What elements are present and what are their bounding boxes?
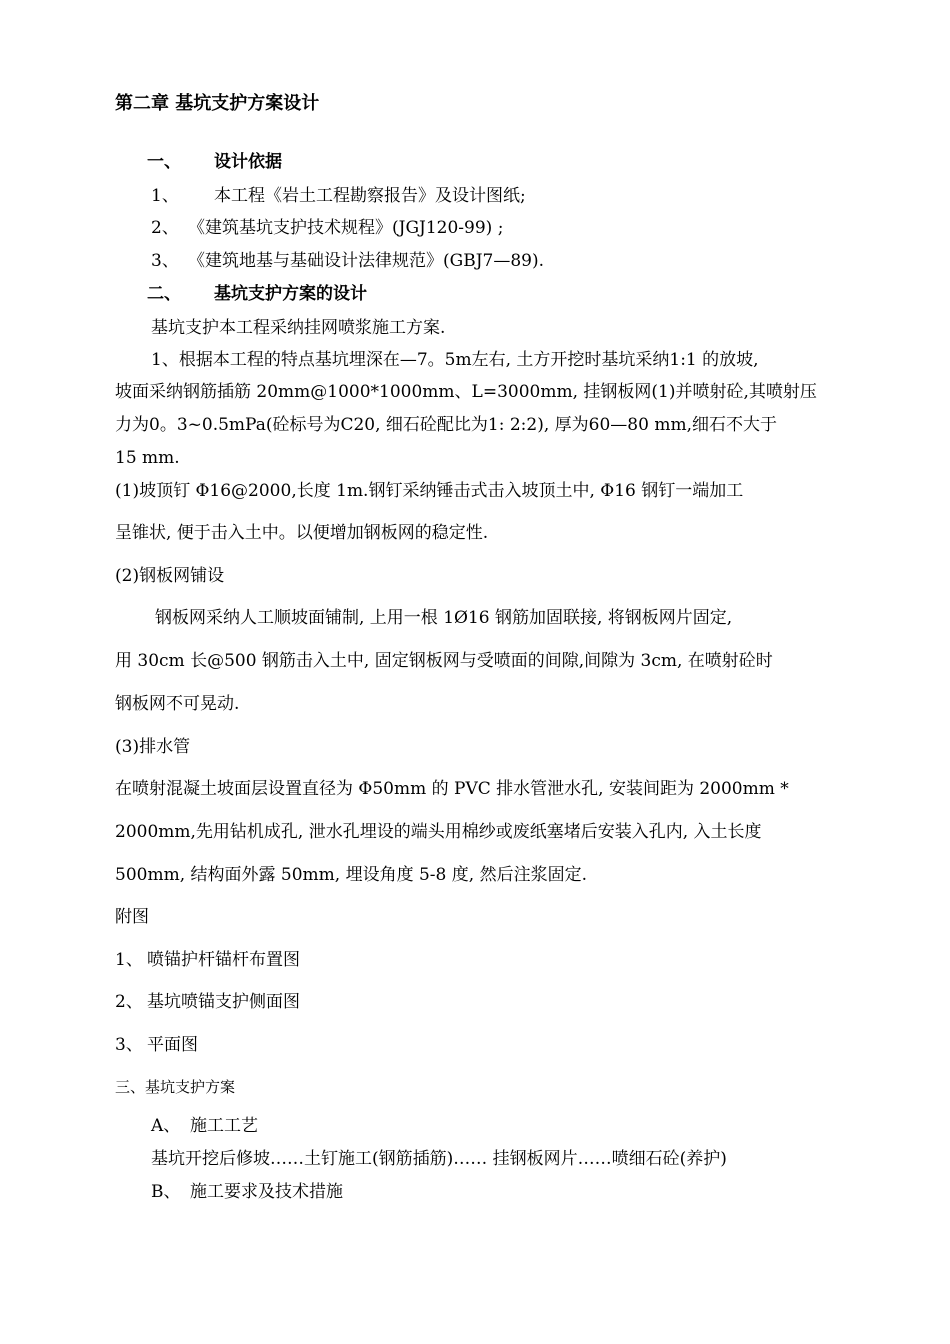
section-1-title: 设计依据 — [214, 152, 282, 172]
paragraph-3-line-1: 钢板网采纳人工顺坡面铺制, 上用一根 1Ø16 钢筋加固联接, 将钢板网片固定, — [155, 608, 733, 628]
basis-3-number: 3、 — [151, 251, 179, 271]
paragraph-4-line-1: 在喷射混凝土坡面层设置直径为 Φ50mm 的 PVC 排水管泄水孔, 安装间距为 2000mm * — [115, 779, 789, 799]
item-b-text: 施工要求及技术措施 — [190, 1182, 343, 1202]
heading-drain-pipe: (3)排水管 — [115, 737, 191, 757]
appendix-1-number: 1、 — [115, 950, 143, 970]
item-b-number: B、 — [151, 1182, 181, 1202]
heading-steel-mesh: (2)钢板网铺设 — [115, 566, 225, 586]
basis-2-text: 《建筑基坑支护技术规程》(JGJ120-99) ; — [188, 218, 504, 238]
paragraph-3-line-2: 用 30cm 长@500 钢筋击入土中, 固定钢板网与受喷面的间隙,间隙为 3cm, 在喷射砼时 — [115, 651, 773, 671]
paragraph-2-line-2: 呈锥状, 便于击入土中。以便增加钢板网的稳定性. — [115, 523, 489, 543]
paragraph-1-line-3: 力为0。3~0.5mPa(砼标号为C20, 细石砼配比为1: 2:2), 厚为60—80 mm,细石不大于 — [115, 415, 777, 435]
item-a-number: A、 — [151, 1116, 181, 1136]
appendix-1-text: 喷锚护杆锚杆布置图 — [147, 950, 300, 970]
paragraph-4-line-2: 2000mm,先用钻机成孔, 泄水孔埋设的端头用棉纱或废纸塞堵后安装入孔内, 入土长度 — [115, 822, 762, 842]
paragraph-1-line-4: 15 mm. — [115, 448, 180, 468]
appendix-3-text: 平面图 — [147, 1035, 198, 1055]
chapter-title: 第二章 基坑支护方案设计 — [115, 93, 320, 114]
process-flow: 基坑开挖后修坡……土钉施工(钢筋插筋)…… 挂钢板网片……喷细石砼(养护) — [151, 1149, 727, 1169]
section-3-title: 三、基坑支护方案 — [115, 1078, 236, 1096]
section-2-number: 二、 — [147, 284, 181, 304]
basis-1-number: 1、 — [151, 186, 179, 206]
section-2-title: 基坑支护方案的设计 — [214, 284, 367, 304]
basis-2-number: 2、 — [151, 218, 179, 238]
paragraph-3-line-3: 钢板网不可晃动. — [115, 694, 240, 714]
appendix-2-number: 2、 — [115, 992, 143, 1012]
item-a-text: 施工工艺 — [190, 1116, 258, 1136]
intro-text: 基坑支护本工程采纳挂网喷浆施工方案. — [151, 318, 446, 338]
basis-1-text: 本工程《岩土工程勘察报告》及设计图纸; — [214, 186, 526, 206]
paragraph-2-line-1: (1)坡顶钉 Φ16@2000,长度 1m.钢钉采纳锤击式击入坡顶土中, Φ16 钢钉一端加工 — [115, 481, 744, 501]
paragraph-4-line-3: 500mm, 结构面外露 50mm, 埋设角度 5-8 度, 然后注浆固定. — [115, 865, 587, 885]
appendix-3-number: 3、 — [115, 1035, 143, 1055]
appendix-2-text: 基坑喷锚支护侧面图 — [147, 992, 300, 1012]
paragraph-1-line-1: 1、根据本工程的特点基坑埋深在—7。5m左右, 土方开挖时基坑采纳1:1 的放坡, — [151, 350, 759, 370]
paragraph-1-line-2: 坡面采纳钢筋插筋 20mm@1000*1000mm、L=3000mm, 挂钢板网(1)并喷射砼,其喷射压 — [115, 382, 817, 402]
appendix-label: 附图 — [115, 907, 149, 927]
basis-3-text: 《建筑地基与基础设计法律规范》(GBJ7—89). — [188, 251, 545, 271]
section-1-number: 一、 — [147, 152, 181, 172]
